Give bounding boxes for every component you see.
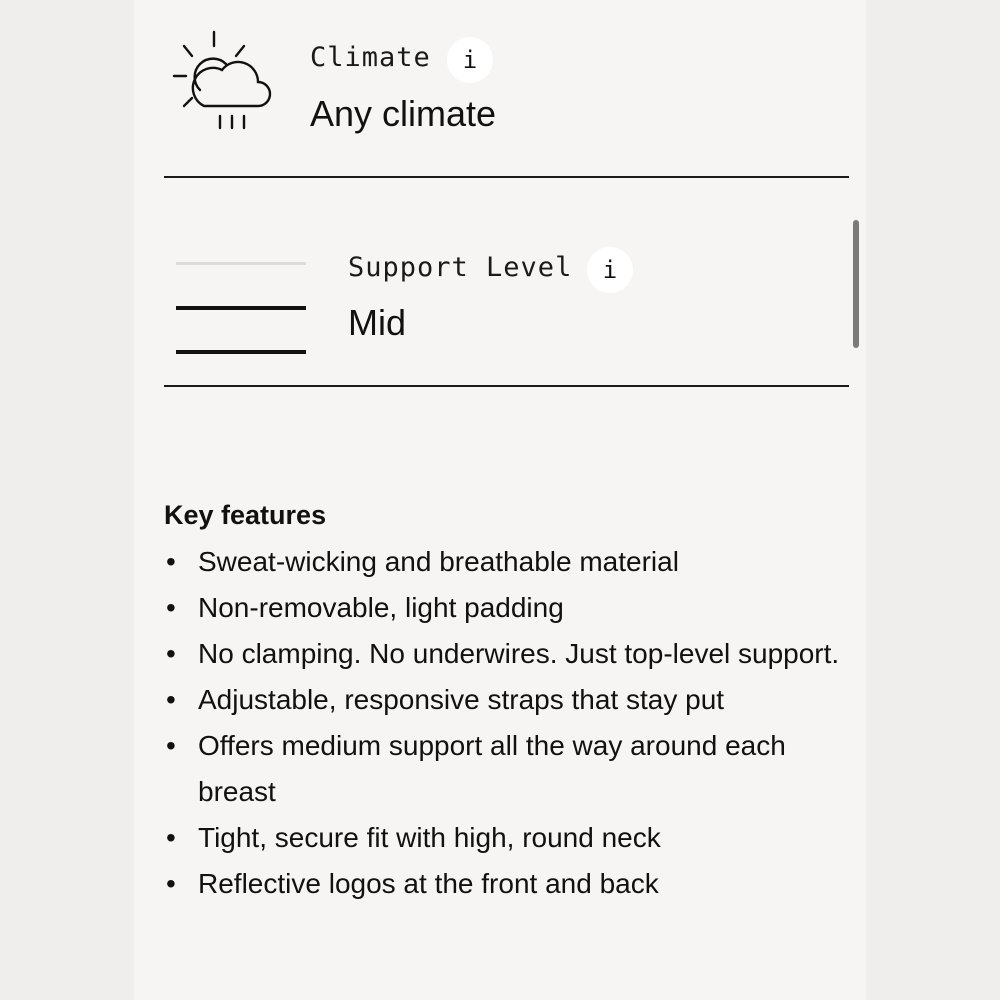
bullet-icon: • xyxy=(166,684,176,715)
climate-info-button[interactable] xyxy=(447,37,493,83)
bullet-icon: • xyxy=(166,822,176,853)
list-item: • Tight, secure fit with high, round neck xyxy=(164,815,864,861)
support-bar-high xyxy=(176,350,306,354)
climate-value: Any climate xyxy=(310,93,497,134)
list-item: • Non-removable, light padding xyxy=(164,585,864,631)
bullet-icon: • xyxy=(166,546,176,577)
scrollbar-thumb[interactable] xyxy=(853,220,859,348)
climate-divider xyxy=(164,176,849,178)
list-item: • Offers medium support all the way around each breast xyxy=(164,723,864,815)
key-features-list xyxy=(164,539,864,907)
bullet-icon: • xyxy=(166,868,176,899)
product-details-panel xyxy=(134,0,866,1000)
key-features-heading: Key features xyxy=(164,500,327,530)
bullet-icon: • xyxy=(166,730,176,761)
support-bar-low xyxy=(176,262,306,265)
bullet-icon: • xyxy=(166,592,176,623)
info-icon: i xyxy=(602,256,618,284)
list-item: • Adjustable, responsive straps that stay put xyxy=(164,677,864,723)
support-level-info-button[interactable] xyxy=(587,247,633,293)
support-level-label: Support Level xyxy=(348,252,573,283)
support-level-bars-icon xyxy=(176,260,306,356)
list-item: • No clamping. No underwires. Just top-level support. xyxy=(164,631,864,677)
support-bar-mid xyxy=(176,306,306,310)
climate-label: Climate xyxy=(310,42,431,73)
support-level-value: Mid xyxy=(348,302,407,343)
list-item: • Reflective logos at the front and back xyxy=(164,861,864,907)
support-divider xyxy=(164,385,849,387)
info-icon: i xyxy=(462,46,478,74)
bullet-icon: • xyxy=(166,638,176,669)
sun-cloud-rain-icon xyxy=(170,30,280,130)
list-item: • Sweat-wicking and breathable material xyxy=(164,539,864,585)
